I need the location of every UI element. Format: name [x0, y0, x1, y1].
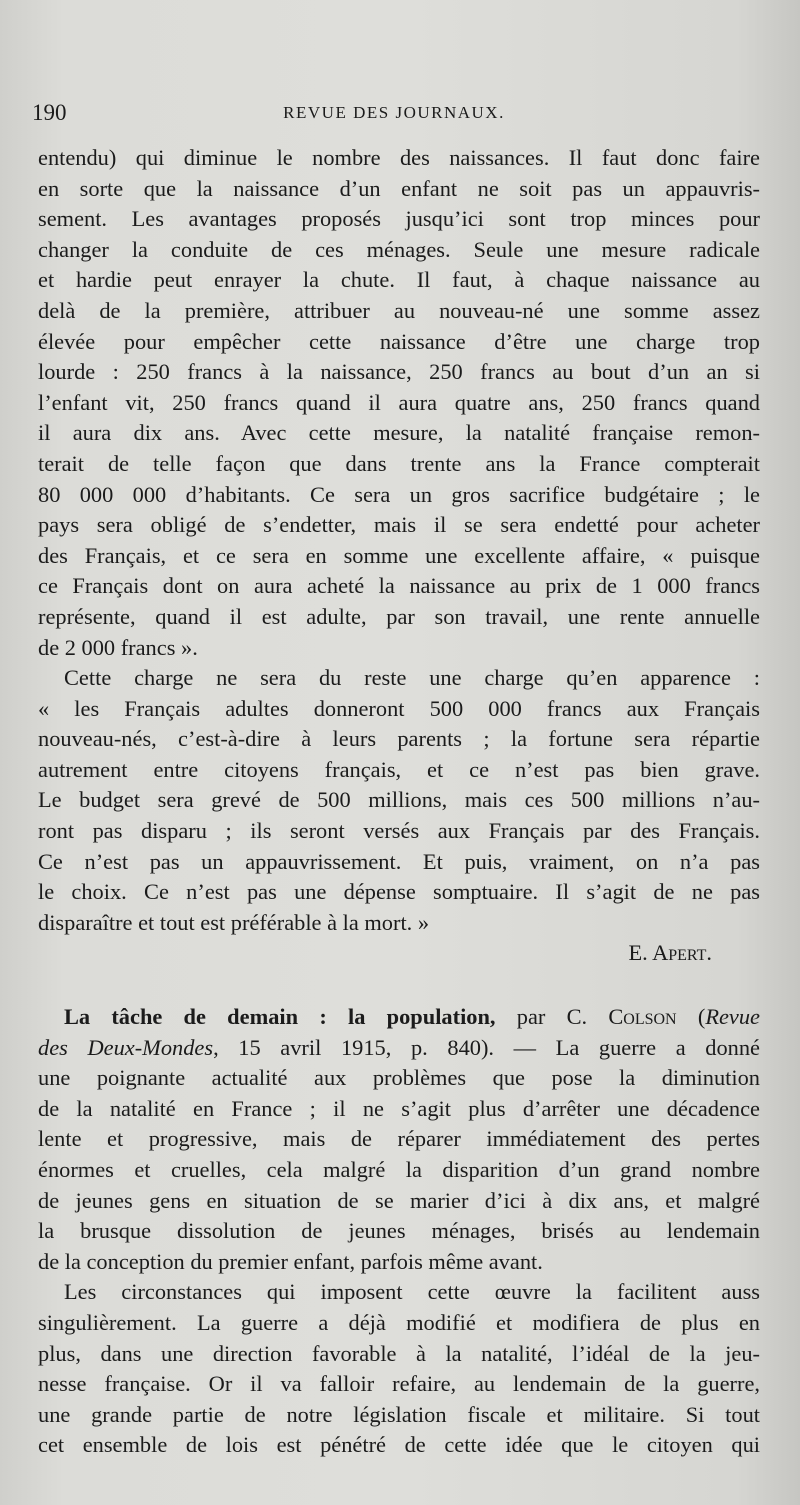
text-line: nouveau-nés, c’est-à-dire à leurs parents ; la fortune sera répartie	[38, 726, 760, 752]
text-line: entendu) qui diminue le nombre des naissances. Il faut donc faire	[38, 145, 760, 170]
text-line: de la natalité en France ; il ne s’agit plus d’arrêter une décadence	[38, 1095, 760, 1121]
text-line: Les circonstances qui imposent cette œuvre la facilitent auss	[64, 1279, 760, 1305]
text-line: terait de telle façon que dans trente ans la France compterait	[38, 450, 760, 476]
text-line	[38, 1033, 760, 1064]
text-line: delà de la première, attribuer au nouveau-né une somme assez	[38, 297, 760, 323]
author-name: Colson	[608, 1004, 677, 1029]
text-line: des Français, et ce sera en somme une excellente affaire, « puisque	[38, 542, 760, 568]
text-line: sement. Les avantages proposés jusqu’ici sont trop minces pour	[38, 206, 760, 232]
text-line: ce Français dont on aura acheté la naissance au prix de 1 000 francs	[38, 573, 760, 599]
text-line: « les Français adultes donneront 500 000 francs aux Français	[38, 695, 760, 721]
article-heading-line	[38, 1002, 760, 1033]
byline: par C.	[495, 1004, 609, 1029]
text-line: pays sera obligé de s’endetter, mais il se sera endetté pour acheter	[38, 512, 760, 538]
text-line: l’enfant vit, 250 francs quand il aura quatre ans, 250 francs quand	[38, 389, 760, 415]
text-line: de jeunes gens en situation de se marier d’ici à dix ans, et malgré	[38, 1187, 760, 1213]
text-line: Le budget sera grevé de 500 millions, mais ces 500 millions n’au-	[38, 787, 760, 813]
text-line: lourde : 250 francs à la naissance, 250 francs au bout d’un an si	[38, 359, 760, 385]
text-line: changer la conduite de ces ménages. Seule une mesure radicale	[38, 236, 760, 262]
text-line: de la conception du premier enfant, parfois même avant.	[38, 1248, 543, 1274]
source-title-cont: des Deux-Mondes	[38, 1034, 214, 1060]
article-1-body	[38, 143, 760, 969]
text-line: nesse française. Or il va falloir refaire, au lendemain de la guerre,	[38, 1371, 760, 1397]
page-header	[32, 100, 756, 130]
text-line: singulièrement. La guerre a déjà modifié et modifiera de plus en	[38, 1309, 760, 1335]
text-line: de 2 000 francs ».	[38, 634, 198, 660]
text-line: lente et progressive, mais de réparer immédiatement des pertes	[38, 1126, 760, 1152]
text-line: cet ensemble de lois est pénétré de cette idée que le citoyen qui	[38, 1432, 760, 1458]
source-open: (	[676, 1004, 706, 1029]
text-line: représente, quand il est adulte, par son travail, une rente annuelle	[38, 603, 760, 629]
text-line: autrement entre citoyens français, et ce n’est pas bien grave.	[38, 756, 760, 782]
text-line: plus, dans une direction favorable à la natalité, l’idéal de la jeu-	[38, 1340, 760, 1366]
text-line: une poignante actualité aux problèmes que pose la diminution	[38, 1065, 760, 1091]
signature: E. Apert.	[628, 940, 712, 966]
text-line: 80 000 000 d’habitants. Ce sera un gros sacrifice budgétaire ; le	[38, 481, 760, 507]
source-details: , 15 avril 1915, p. 840). — La guerre a donné	[213, 1034, 760, 1060]
text-line: ront pas disparu ; ils seront versés aux Français par des Français.	[38, 818, 760, 844]
source-title: Revue	[705, 1004, 760, 1029]
text-line: une grande partie de notre législation fiscale et militaire. Si tout	[38, 1401, 760, 1427]
text-line: Cette charge ne sera du reste une charge qu’en apparence :	[64, 665, 760, 691]
text-line: Ce n’est pas un appauvrissement. Et puis, vraiment, on n’a pas	[38, 848, 760, 874]
text-line: disparaître et tout est préférable à la mort. »	[38, 909, 430, 935]
text-line: énormes et cruelles, cela malgré la disparition d’un grand nombre	[38, 1156, 760, 1182]
text-line: élevée pour empêcher cette naissance d’être une charge trop	[38, 328, 760, 354]
text-line: le choix. Ce n’est pas une dépense somptuaire. Il s’agit de ne pas	[38, 879, 760, 905]
article-2-body	[38, 1002, 760, 1461]
text-line: la brusque dissolution de jeunes ménages, brisés au lendemain	[38, 1218, 760, 1244]
text-line: en sorte que la naissance d’un enfant ne soit pas un appauvris-	[38, 175, 760, 201]
article-title: La tâche de demain : la population,	[64, 1004, 496, 1029]
page-number: 190	[32, 100, 67, 125]
text-line: il aura dix ans. Avec cette mesure, la natalité française remon-	[38, 420, 760, 446]
text-line: et hardie peut enrayer la chute. Il faut, à chaque naissance au	[38, 267, 760, 293]
running-title: REVUE DES JOURNAUX.	[283, 103, 505, 122]
